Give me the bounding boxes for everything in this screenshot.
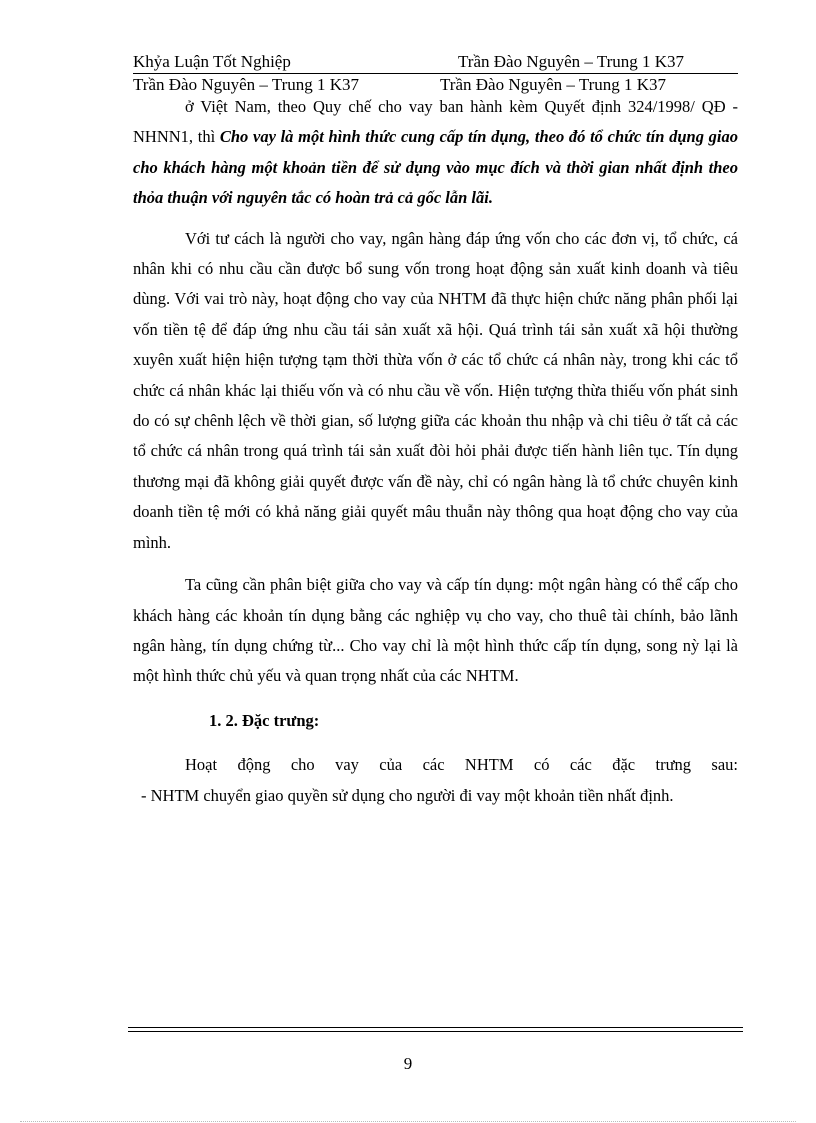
header-author-repeat-2: Trần Đào Nguyên – Trung 1 K37 [440,75,667,94]
header-document-title: Khỷa Luận Tốt Nghiệp [133,52,291,71]
paragraph-characteristic-item: - NHTM chuyển giao quyền sử dụng cho người đi vay một khoản tiền nhất định. [141,785,674,805]
header-rule [133,73,738,74]
paragraph-credit-distinction: Ta cũng cần phân biệt giữa cho vay và cấp tín dụng: một ngân hàng có thể cấp cho khách hàng các khoản tín dụng bằng các nghiệp vụ cho vay, cho thuê tài chính, bảo lãnh ngân hàng, tín dụng chứng từ... Cho vay chỉ là một hình thức cấp tín dụng, song nỳ lại là một hình thức chủ yếu và quan trọng nhất của các NHTM. [133,575,738,686]
paragraph-definition-intro: ở Việt Nam, theo Quy chế cho vay ban hành kèm Quyết định 324/1998/ QĐ - NHNN1, thì [133,97,738,147]
header-author-repeat-1: Trần Đào Nguyên – Trung 1 K37 [133,75,360,94]
paragraph-definition [133,92,738,214]
paragraph-characteristics-intro: Hoạt động cho vay của các NHTM có các đặc trưng sau: [185,755,738,775]
definition-emphasis: Cho vay là một hình thức cung cấp tín dụng, theo đó tổ chức tín dụng giao cho khách hàng một khoản tiền để sử dụng vào mục đích và thời gian nhất định theo thỏa thuận với nguyên tắc có hoàn trả cả gốc lẫn lãi. [133,127,738,208]
page-number: 9 [403,1054,413,1073]
footer-rule [128,1027,743,1032]
paragraph-lender-role: Với tư cách là người cho vay, ngân hàng đáp ứng vốn cho các đơn vị, tổ chức, cá nhân khi có nhu cầu cần được bổ sung vốn trong hoạt động sản xuất kinh doanh và tiêu dùng. Với vai trò này, hoạt động cho vay của NHTM đã thực hiện chức năng phân phối lại vốn tiền tệ để đáp ứng nhu cầu tái sản xuất xã hội. Quá trình tái sản xuất xã hội thường xuyên xuất hiện hiện tượng tạm thời thừa vốn ở các tổ chức cá nhân này, trong khi các tổ chức cá nhân khác lại thiếu vốn và có nhu cầu về vốn. Hiện tượng thừa thiếu vốn phát sinh do có sự chênh lệch về thời gian, số lượng giữa các khoản thu nhập và chi tiêu ở tất cả các tổ chức cá nhân trong quá trình tái sản xuất đòi hỏi phải được tiến hành liên tục. Tín dụng thương mại đã không giải quyết được vấn đề này, chỉ có ngân hàng là tổ chức chuyên kinh doanh tiền tệ mới có khả năng giải quyết mâu thuẫn này thông qua hoạt động cho vay của mình. [133,228,738,552]
section-heading: 1. 2. Đặc trưng: [209,710,320,730]
header-author: Trần Đào Nguyên – Trung 1 K37 [458,52,685,71]
document-body [133,92,738,811]
page-edge-line [20,1121,796,1122]
